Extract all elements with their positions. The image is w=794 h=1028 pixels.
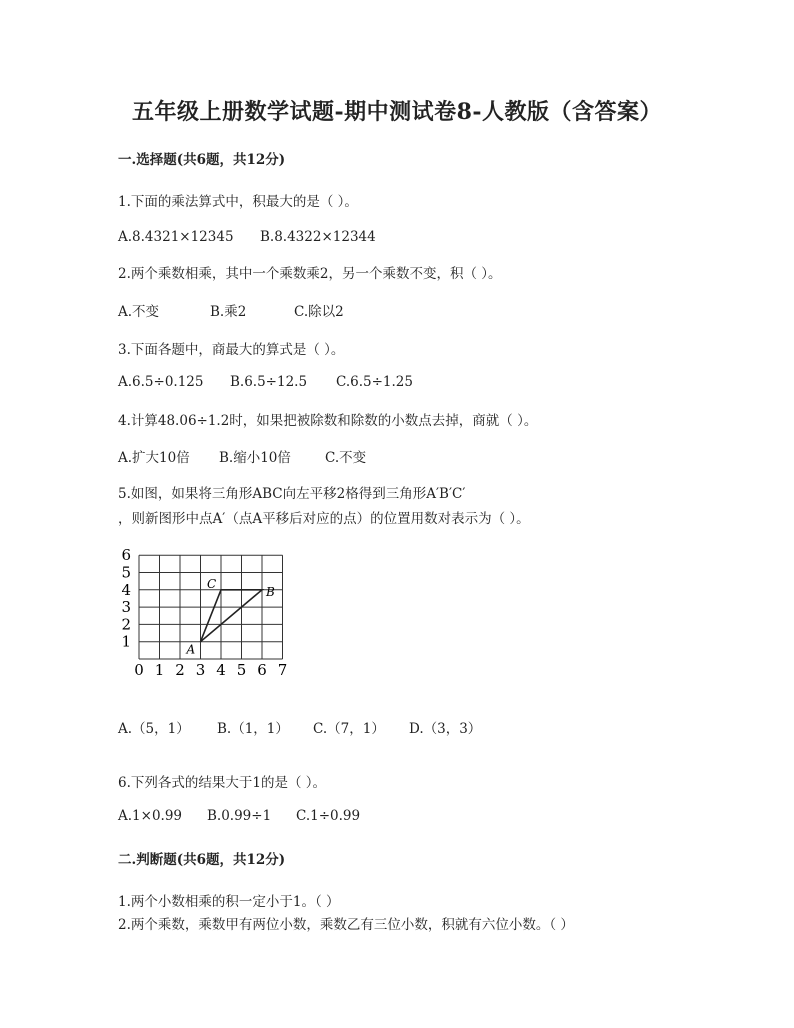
question-1-option-b: B.8.4322×12344 (260, 229, 376, 245)
question-2-option-a: A.不变 (118, 304, 160, 320)
question-3-stem: 3.下面各题中，商最大的算式是（ ）。 (118, 342, 345, 358)
y-tick-label: 5 (121, 563, 131, 582)
y-tick-label: 3 (121, 598, 131, 617)
page-title: 五年级上册数学试题-期中测试卷8-人教版（含答案） (131, 99, 663, 125)
question-2-options (118, 300, 344, 320)
coordinate-grid (118, 542, 298, 682)
x-tick-label: 6 (257, 661, 267, 679)
question-4-option-b: B.缩小10倍 (219, 450, 291, 466)
question-6-option-b: B.0.99÷1 (207, 808, 272, 824)
triangle-abc (201, 590, 263, 642)
question-6-stem: 6.下列各式的结果大于1的是（ ）。 (118, 775, 327, 791)
question-5-options (118, 717, 481, 737)
question-4-option-a: A.扩大10倍 (118, 450, 190, 466)
section-heading-judgement: 二.判断题(共6题，共12分) (118, 852, 286, 868)
x-tick-label: 2 (175, 661, 185, 679)
y-tick-label: 1 (121, 632, 131, 651)
question-4-stem: 4.计算48.06÷1.2时，如果把被除数和除数的小数点去掉，商就（ ）。 (118, 413, 538, 429)
question-2-option-c: C.除以2 (294, 304, 344, 320)
judgement-2: 2.两个乘数，乘数甲有两位小数，乘数乙有三位小数，积就有六位小数。（ ） (118, 917, 574, 933)
question-5-option-b: B.（1，1） (217, 721, 289, 737)
question-4-option-c: C.不变 (325, 450, 367, 466)
x-tick-label: 4 (216, 661, 226, 679)
point-label-a: A (186, 642, 196, 657)
y-tick-label: 4 (121, 580, 131, 599)
question-5-option-c: C.（7，1） (313, 721, 385, 737)
question-3-option-a: A.6.5÷0.125 (118, 374, 204, 390)
question-5-option-a: A.（5，1） (118, 721, 190, 737)
question-2-option-b: B.乘2 (210, 304, 247, 320)
question-6-option-c: C.1÷0.99 (296, 808, 361, 824)
question-6-options (118, 808, 360, 824)
question-3-option-c: C.6.5÷1.25 (336, 374, 413, 390)
coordinate-grid-figure (118, 542, 298, 686)
question-5-stem-line-2: ，则新图形中点A′（点A平移后对应的点）的位置用数对表示为（ ）。 (118, 511, 530, 527)
y-tick-label: 6 (121, 546, 131, 565)
question-4-options (118, 446, 366, 466)
x-tick-label: 0 (134, 661, 144, 679)
question-5-stem-line-1: 5.如图，如果将三角形ABC向左平移2格得到三角形A′B′C′ (118, 486, 466, 502)
x-tick-label: 5 (236, 661, 247, 679)
question-6-option-a: A.1×0.99 (118, 808, 182, 824)
question-1-option-a: A.8.4321×12345 (118, 229, 234, 245)
question-5-option-d: D.（3，3） (409, 721, 482, 737)
y-tick-label: 2 (121, 615, 131, 634)
question-3-option-b: B.6.5÷12.5 (230, 374, 308, 390)
section-heading-choice: 一.选择题(共6题，共12分) (118, 152, 286, 168)
judgement-1: 1.两个小数相乘的积一定小于1。（ ） (118, 894, 340, 910)
question-2-stem: 2.两个乘数相乘，其中一个乘数乘2，另一个乘数不变，积（ ）。 (118, 266, 502, 282)
x-tick-label: 3 (195, 661, 206, 679)
point-label-c: C (207, 576, 217, 591)
x-tick-label: 1 (154, 661, 165, 679)
question-1-options (118, 229, 376, 245)
question-3-options (118, 374, 413, 390)
question-1-stem: 1.下面的乘法算式中，积最大的是（ ）。 (118, 194, 358, 210)
point-label-b: B (266, 584, 275, 599)
x-tick-label: 7 (277, 661, 288, 679)
